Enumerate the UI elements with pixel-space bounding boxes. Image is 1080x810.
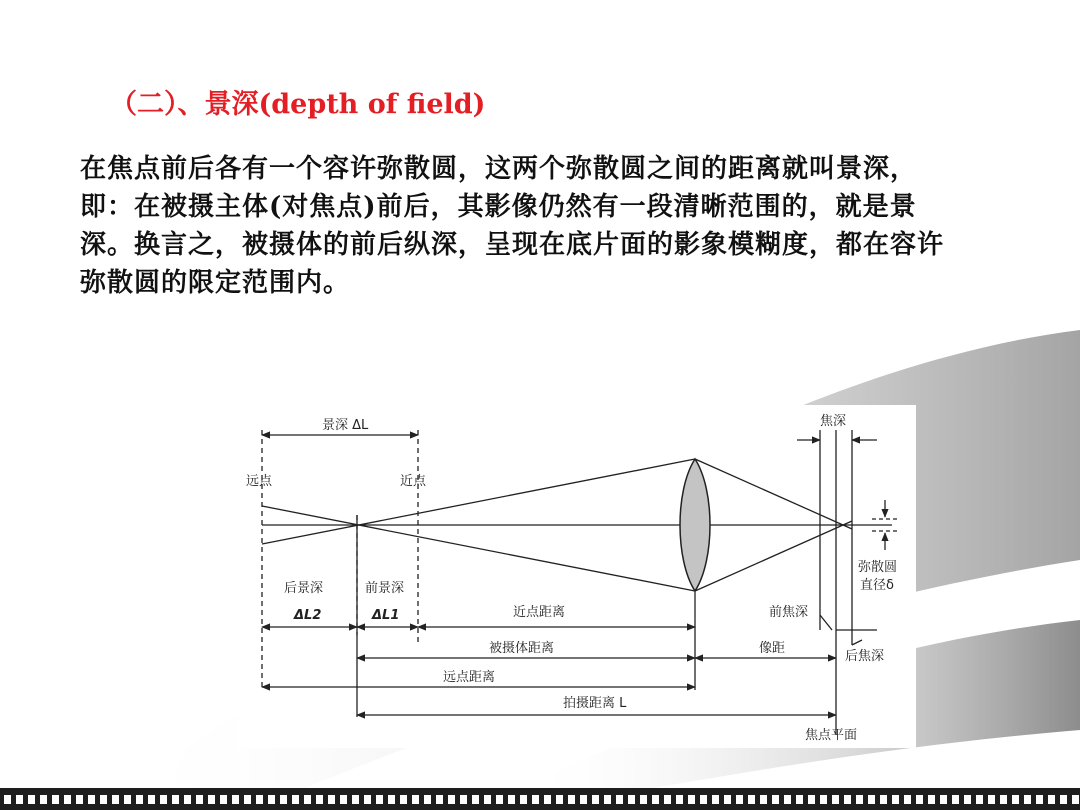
label-focal-depth: 焦深 — [820, 414, 847, 429]
ray-far-upper — [262, 459, 695, 544]
label-focal-plane: 焦点平面 — [805, 728, 858, 743]
label-near-point: 近点 — [400, 474, 427, 489]
label-front-focal-depth: 前焦深 — [769, 605, 809, 620]
ray-far-lower — [262, 506, 695, 591]
label-coc-line2: 直径δ — [860, 578, 894, 593]
convex-lens — [680, 459, 710, 591]
ray-image-lower — [695, 521, 852, 591]
ray-image-upper — [695, 459, 852, 529]
label-depth-of-field: 景深 ΔL — [322, 418, 369, 433]
label-image-distance: 像距 — [759, 641, 786, 656]
label-far-point: 远点 — [246, 474, 273, 489]
label-shooting-distance: 拍摄距离 L — [563, 696, 627, 711]
label-subject-distance: 被摄体距离 — [489, 641, 555, 656]
label-rear-focal-depth: 后焦深 — [845, 649, 885, 664]
optics-diagram-svg — [237, 405, 916, 748]
slide-title: （二）、景深(depth of field) — [110, 89, 486, 120]
label-delta-l2: ΔL2 — [294, 608, 322, 623]
depth-of-field-diagram — [237, 405, 916, 748]
label-far-point-distance: 远点距离 — [443, 670, 496, 685]
label-delta-l1: ΔL1 — [372, 608, 400, 623]
label-rear-dof: 后景深 — [284, 581, 324, 596]
label-coc-line1: 弥散圆 — [858, 560, 898, 575]
label-front-dof: 前景深 — [365, 581, 405, 596]
label-near-point-distance: 近点距离 — [513, 605, 566, 620]
film-strip-decoration — [0, 788, 1080, 810]
slide-body-text: 在焦点前后各有一个容许弥散圆，这两个弥散圆之间的距离就叫景深，即：在被摄主体(对焦点)前后，其影像仍然有一段清晰范围的，就是景深。换言之，被摄体的前后纵深，呈现在底片面的影象模糊度，都在容许弥散圆的限定范围内。 — [80, 154, 945, 298]
